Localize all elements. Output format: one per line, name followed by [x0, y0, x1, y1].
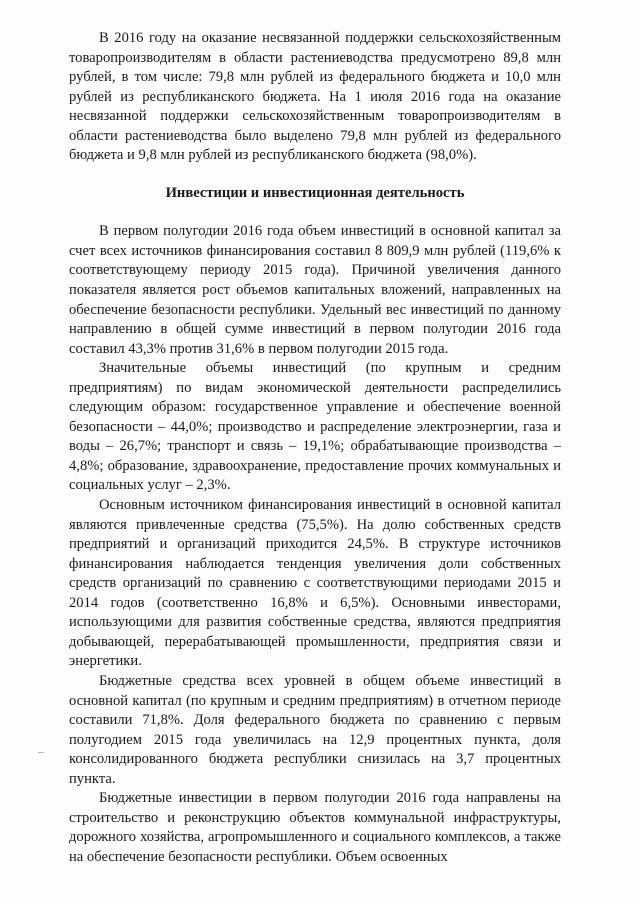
paragraph-investment-by-activity: Значительные объемы инвестиций (по крупным и средним предприятиям) по видам экономической деятельности распределились следующим образом: государственное управление и обеспечение военной безопасности – 44,0%; производство и распределение электроэнергии, газа и воды – 26,7%; транспорт и связь – 19,1%; обрабатывающие производства – 4,8%; образование, здравоохранение, предоставление прочих коммунальных и социальных услуг – 2,3%. — [69, 360, 561, 494]
document-body — [69, 29, 561, 867]
paragraph-financing-sources: Основным источником финансирования инвестиций в основной капитал являются привлеченные средства (75,5%). На долю собственных средств предприятий и организаций приходится 24,5%. В структуре источников финансирования наблюдается тенденция увеличения доли собственных средств организаций по сравнению с соответствующими периодами 2015 и 2014 годов (соответственно 16,8% и 6,5%). Основными инвесторами, использующими для развития собственные средства, являются предприятия добывающей, перерабатывающей промышленности, предприятия связи и энергетики. — [69, 497, 561, 670]
paragraph-budget-investments: Бюджетные инвестиции в первом полугодии 2016 года направлены на строительство и реконструкцию объектов коммунальной инфраструктуры, дорожного хозяйства, агропромышленного и социального комплексов, а также на обеспечение безопасности республики. Объем освоенных — [69, 790, 561, 865]
paragraph-investment-volume: В первом полугодии 2016 года объем инвестиций в основной капитал за счет всех источников финансирования составил 8 809,9 млн рублей (119,6% к соответствующему периоду 2015 года). Причиной увеличения данного показателя является рост объемов капитальных вложений, направленных на обеспечение безопасности республики. Удельный вес инвестиций по данному направлению в общей сумме инвестиций в первом полугодии 2016 года составил 43,3% против 31,6% в первом полугодии 2015 года. — [69, 223, 561, 357]
margin-mark — [38, 752, 44, 753]
paragraph-crop-support: В 2016 году на оказание несвязанной поддержки сельскохозяйственным товаропроизводителям в области растениеводства предусмотрено 89,8 млн рублей, в том числе: 79,8 млн рублей из федерального бюджета и 10,0 млн рублей из республиканского бюджета. На 1 июля 2016 года на оказание несвязанной поддержки сельскохозяйственным товаропроизводителям в области растениеводства было выделено 79,8 млн рублей из федерального бюджета и 9,8 млн рублей из республиканского бюджета (98,0%). — [69, 30, 561, 164]
section-heading: Инвестиции и инвестиционная деятельность — [165, 184, 465, 201]
paragraph-budget-funds: Бюджетные средства всех уровней в общем объеме инвестиций в основной капитал (по крупным и средним предприятиям) в отчетном периоде составили 71,8%. Доля федерального бюджета по сравнению с первым полугодием 2015 года увеличилась на 12,9 процентных пункта, доля консолидированного бюджета республики снизилась на 3,7 процентных пункта. — [69, 672, 561, 787]
